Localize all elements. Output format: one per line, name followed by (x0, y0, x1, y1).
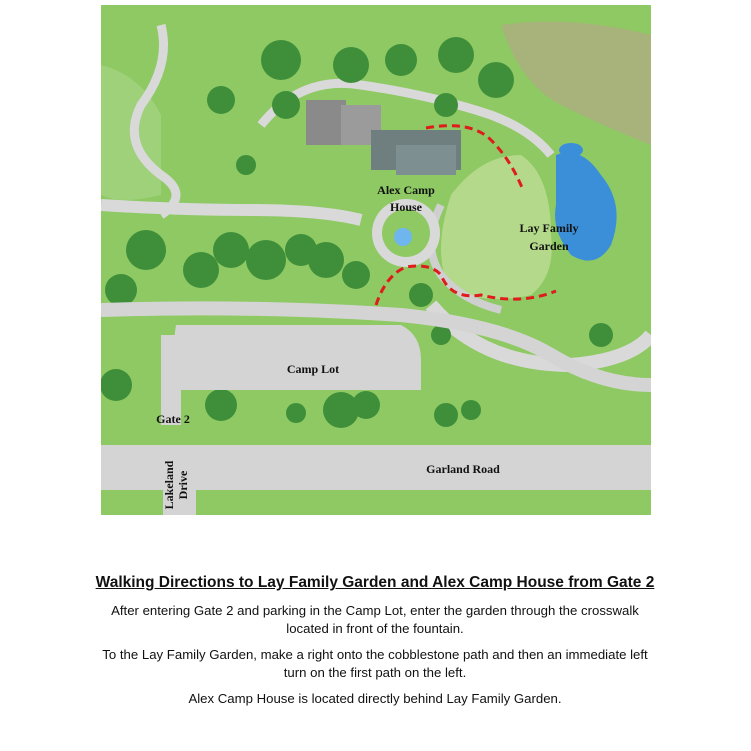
directions-step-3: Alex Camp House is located directly behind Lay Family Garden. (188, 691, 562, 706)
label-lay-family-garden-line1: Lay Family (519, 221, 579, 235)
label-camp-lot: Camp Lot (286, 362, 340, 376)
directions-step-2: To the Lay Family Garden, make a right onto the cobblestone path and then an immediate left turn on the first path on the left. (102, 647, 648, 680)
house-wing-1 (306, 100, 346, 145)
walking-directions (90, 573, 660, 717)
label-alex-camp-house-line2: House (389, 200, 423, 214)
label-gate-2: Gate 2 (156, 412, 190, 426)
label-garland-road: Garland Road (426, 462, 500, 476)
label-alex-camp-house-line1: Alex Camp (377, 183, 435, 197)
small-pond (559, 143, 583, 157)
house-front (396, 145, 456, 175)
directions-title: Walking Directions to Lay Family Garden and Alex Camp House from Gate 2 (95, 574, 655, 591)
directions-step-1: After entering Gate 2 and parking in the Camp Lot, enter the garden through the crosswalk located in front of the fountain. (111, 603, 639, 636)
camp-lot (174, 325, 422, 390)
garden-map (101, 5, 651, 515)
label-lakeland-drive-line1: Lakeland (162, 460, 176, 510)
label-lay-family-garden-line2: Garden (529, 239, 569, 253)
label-lakeland-drive-line2: Drive (176, 470, 190, 500)
fountain (394, 228, 412, 246)
